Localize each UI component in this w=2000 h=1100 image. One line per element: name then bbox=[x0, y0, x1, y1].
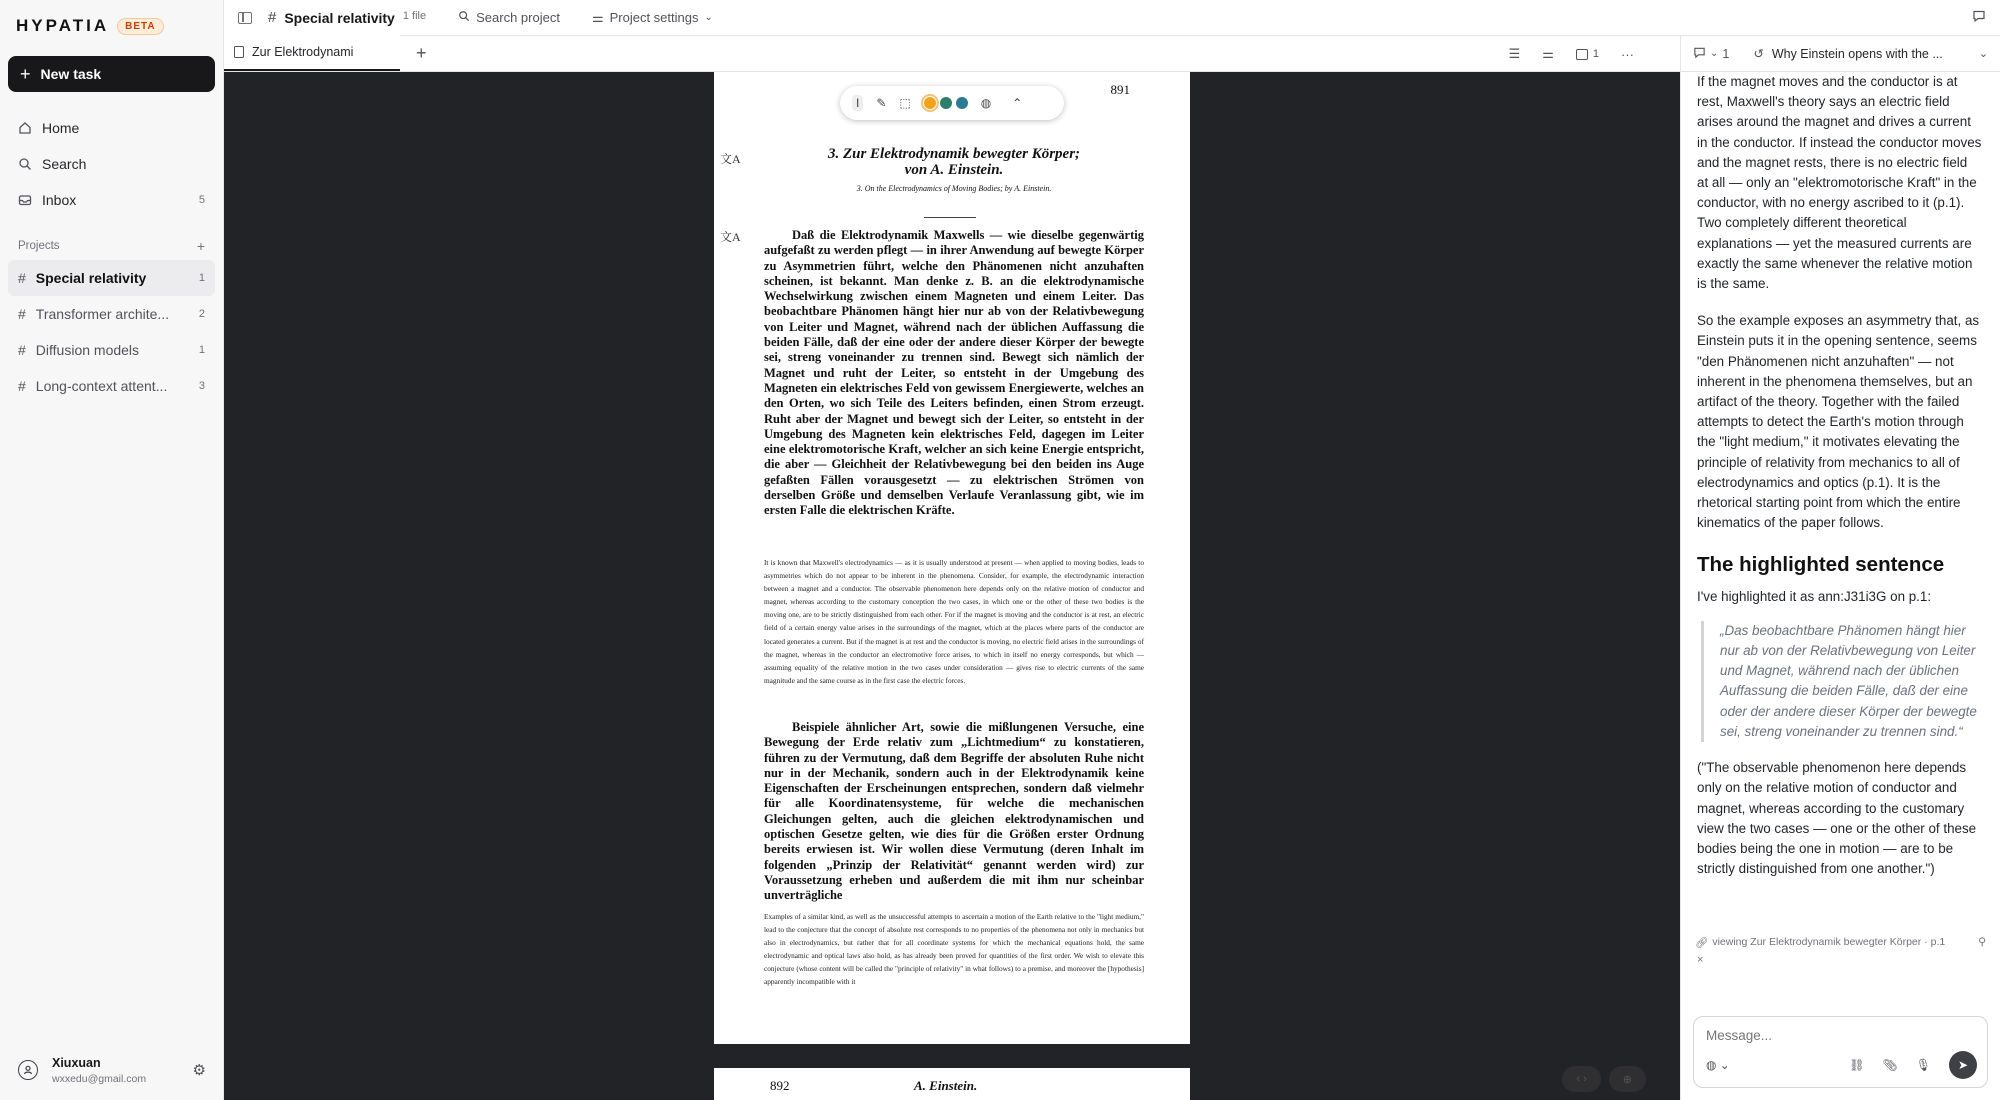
project-count: 1 bbox=[198, 344, 205, 356]
paper-subheading: 3. On the Electrodynamics of Moving Bodies; by A. Einstein. bbox=[856, 184, 1052, 193]
pdf-viewer[interactable] bbox=[224, 72, 1680, 1100]
project-title: Special relativity bbox=[284, 9, 395, 26]
link-icon: 🔗︎ bbox=[1695, 936, 1709, 949]
context-close[interactable] bbox=[1681, 954, 2000, 974]
topbar bbox=[224, 0, 2000, 36]
palette-icon[interactable]: ◍ bbox=[980, 96, 992, 110]
user-card[interactable] bbox=[0, 1040, 224, 1100]
logo-row bbox=[0, 0, 223, 52]
hash-icon: # bbox=[268, 9, 277, 26]
close-icon[interactable]: × bbox=[1697, 954, 1704, 966]
project-count: 2 bbox=[198, 308, 205, 320]
main-nav bbox=[0, 110, 223, 218]
color-swatch-blue[interactable] bbox=[956, 97, 968, 109]
add-tab-icon[interactable]: + bbox=[416, 42, 427, 63]
area-select-icon[interactable]: ⬚ bbox=[899, 96, 911, 110]
beta-badge: BETA bbox=[117, 18, 163, 35]
history-icon[interactable]: ↺ bbox=[1753, 47, 1764, 61]
search-icon bbox=[18, 157, 32, 171]
inbox-icon bbox=[18, 193, 32, 207]
home-icon bbox=[18, 121, 32, 135]
link-icon[interactable]: ⛓ bbox=[1849, 1058, 1865, 1072]
document-icon bbox=[234, 46, 244, 58]
paper-heading bbox=[774, 146, 1134, 178]
tab-bar bbox=[224, 36, 1680, 72]
content bbox=[224, 36, 2000, 1100]
chat-paragraph: I've highlighted it as ann:J31i3G on p.1: bbox=[1697, 588, 1932, 604]
more-icon[interactable]: ··· bbox=[1621, 46, 1634, 62]
context-chip bbox=[1681, 930, 2000, 954]
chevron-down-icon: ⌄ bbox=[704, 12, 713, 23]
gear-icon[interactable]: ⚙ bbox=[192, 1062, 206, 1079]
project-item[interactable] bbox=[8, 332, 215, 368]
comment-icon[interactable] bbox=[1972, 9, 1986, 26]
user-name: Xiuxuan bbox=[52, 1055, 101, 1070]
hash-icon: # bbox=[18, 306, 26, 322]
project-name: Diffusion models bbox=[35, 342, 140, 358]
chat-quote: „Das beobachtbare Phänomen hängt hier nur ab von der Relativbewegung von Leiter und Magnet, während nach der üblichen Auffassung die beiden Fälle, daß der eine oder der andere dieser Körper der bewegte sei, streng voneinander zu trennen sind.“ bbox=[1701, 621, 1982, 742]
document-toolbar bbox=[1509, 36, 1634, 72]
chat-paragraph: So the example exposes an asymmetry that, as Einstein puts it in the opening sentence, seems "den Phänomenen nicht anzuhaften" — not inherent in the phenomena themselves, but an artifact of the theory. Together with the failed attempts to detect the Earth's motion through the "light medium," it motivates elevating the principle of relativity from mechanics to all of electrodynamics and optics (p.1). It is the rhetorical starting point from which the entire kinematics of the paper follows. bbox=[1697, 313, 1980, 531]
context-label: viewing Zur Elektrodynamik bewegter Körper · p.1 bbox=[1712, 936, 1946, 948]
projects-header bbox=[0, 232, 223, 260]
color-swatch-orange[interactable] bbox=[924, 97, 936, 109]
user-info bbox=[52, 1056, 146, 1085]
page-layout-button[interactable] bbox=[1576, 48, 1599, 60]
project-name: Transformer archite... bbox=[35, 306, 170, 322]
new-task-button[interactable] bbox=[8, 56, 215, 92]
project-name: Long-context attent... bbox=[35, 378, 168, 394]
sliders-icon: ⚌ bbox=[591, 9, 604, 25]
sliders-icon[interactable]: ⚌ bbox=[1542, 46, 1554, 61]
paragraph-translation: It is known that Maxwell's electrodynamics — as it is usually understood at present — when applied to moving bodies, leads to asymmetries which do not appear to be inherent in the phenomena. Consider, for example, the electrodynamic interaction between a magnet and a conductor. The observable phenomenon here depends only on the relative motion of conductor and magnet, whereas according to the customary conception the two cases, in which one or the other of these two bodies is the moving one, are to be strictly distinguished from each other. For if the magnet is moving and the conductor is at rest, an electric field of a certain energy value arises in the surroundings of the magnet, which at the places where parts of the conductor are located generates a current. But if the magnet is at rest and the conductor is moving, no electric field arises in the surroundings of the magnet, whereas in the conductor an electromotive force arises, to which in itself no energy corresponds, but which — assuming equality of the relative motion in the two cases under consideration — gives rise to electric currents of the same magnitude and the same course as in the first case the electric forces. bbox=[764, 558, 1144, 685]
color-swatch-green[interactable] bbox=[940, 97, 952, 109]
chat-header bbox=[1681, 36, 2000, 72]
chat-title[interactable]: Why Einstein opens with the ... bbox=[1771, 46, 1943, 61]
project-settings-button[interactable] bbox=[592, 10, 713, 26]
project-name: Special relativity bbox=[35, 270, 147, 286]
microphone-icon[interactable]: 🎙︎ bbox=[1915, 1058, 1931, 1072]
add-project-icon[interactable]: + bbox=[196, 238, 205, 254]
new-task-label: New task bbox=[40, 66, 102, 82]
plus-icon: + bbox=[20, 63, 31, 84]
attach-icon[interactable]: 📎︎ bbox=[1882, 1058, 1898, 1072]
user-avatar-icon bbox=[18, 1060, 38, 1080]
heading-line-1: 3. Zur Elektrodynamik bewegter Körper; bbox=[827, 146, 1081, 162]
hash-icon: # bbox=[18, 378, 26, 394]
project-count: 1 bbox=[198, 272, 205, 284]
page-running-head: A. Einstein. bbox=[914, 1078, 978, 1093]
page-nav-control[interactable]: ‹ › bbox=[1562, 1066, 1600, 1092]
logo: HYPATIA bbox=[16, 16, 110, 35]
thread-count: 1 bbox=[1722, 46, 1730, 61]
page-icon bbox=[1576, 49, 1588, 60]
nav-item-search[interactable] bbox=[0, 146, 223, 182]
paragraph-original: Daß die Elektrodynamik Maxwells — wie dieselbe gegenwärtig aufgefaßt zu werden pflegt — in ihrer Anwendung auf bewegte Körper zu Asymmetrien führt, welche den Phänomenen nicht anzuhaften scheinen, ist bekannt. Man denke z. B. an die elektrodynamische Wechselwirkung zwischen einem Magneten und einem Leiter. Das beobachtbare Phänomen hängt hier nur ab von der Relativbewegung von Leiter und Magnet, während nach der üblichen Auffassung die beiden Fälle, daß der eine oder der andere dieser Körper der bewegte sei, streng voneinander zu trennen sind. Bewegt sich nämlich der Magnet und ruht der Leiter, so entsteht in der Umgebung des Magneten ein elektrisches Feld von gewissem Energiewerte, welches an den Orten, wo sich Teile des Leiters befinden, einen Strom erzeugt. Ruht aber der Magnet und bewegt sich der Leiter, so entsteht in der Umgebung des Magneten kein elektrisches Feld, dagegen im Leiter eine elektromotorische Kraft, welcher an sich keine Energie entspricht, die aber — Gleichheit der Relativbewegung bei den beiden ins Auge gefaßten Fällen vorausgesetzt — zu elektrischen Strömen von derselben Größe und demselben Verlaufe Veranlassung gibt, wie im ersten Falle die elektrischen Kräfte. bbox=[764, 228, 1144, 518]
message-input[interactable] bbox=[1706, 1028, 1975, 1043]
file-count: 1 file bbox=[402, 9, 427, 22]
search-project-label: Search project bbox=[476, 10, 560, 25]
divider bbox=[924, 217, 976, 218]
chat-heading: The highlighted sentence bbox=[1697, 553, 1945, 577]
projects-label: Projects bbox=[18, 240, 60, 252]
pdf-page bbox=[714, 1068, 1190, 1100]
project-settings-label: Project settings bbox=[609, 10, 699, 25]
chevron-up-icon[interactable]: ⌃ bbox=[1012, 96, 1023, 110]
chat-paragraph: If the magnet moves and the conductor is at rest, Maxwell's theory says an electric field arises around the magnet and drives a current in the conductor. If instead the conductor moves and the magnet rests, there is no electric field at all — only an "elektromotorische Kraft" in the conductor, with no energy ascribed to it (p.1). Two completely different theoretical explanations — yet the measured currents are exactly the same whenever the relative motion is the same. bbox=[1697, 74, 1982, 292]
project-item[interactable] bbox=[8, 260, 215, 296]
search-project-button[interactable] bbox=[458, 10, 560, 25]
model-selector-icon[interactable]: ◍ ⌄ bbox=[1706, 1058, 1730, 1072]
color-swatches bbox=[924, 97, 968, 109]
composer-toolbar bbox=[1706, 1051, 1977, 1079]
page-number: 892 bbox=[770, 1078, 790, 1093]
document-pane bbox=[224, 36, 1680, 1100]
tab-label: Zur Elektrodynami bbox=[252, 45, 354, 59]
hash-icon: # bbox=[18, 342, 26, 358]
chat-pane bbox=[1680, 36, 2000, 1100]
outline-icon[interactable]: ☰ bbox=[1508, 46, 1521, 61]
chevron-down-icon[interactable]: ⌄ bbox=[1710, 48, 1719, 59]
paragraph-translation: Examples of a similar kind, as well as the unsuccessful attempts to ascertain a motion of the Earth relative to the "light medium," lead to the conjecture that the concept of absolute rest corresponds to no properties of the phenomena not only in mechanics but also in electrodynamics, but rather that for all coordinate systems for which the mechanical equations hold, the same electrodynamic and optical laws also hold, as has already been proved for quantities of the first order. We wish to elevate this conjecture (whose content will be called the "principle of relativity" in what follows) to a premise, and moreover the [hypothesis] apparently incompatible with it bbox=[764, 912, 1144, 987]
translate-icon[interactable]: 文A bbox=[720, 230, 741, 244]
paragraph-original: Beispiele ähnlicher Art, sowie die mißlungenen Versuche, eine Bewegung der Erde relativ zum „Lichtmedium“ zu konstatieren, führen zu der Vermutung, daß dem Begriffe der absoluten Ruhe nicht nur in der Mechanik, sondern auch in der Elektrodynamik keine Eigenschaften der Erscheinungen entsprechen, sondern daß vielmehr für alle Koordinatensysteme, für welche die mechanischen Gleichungen gelten, auch die gleichen elektrodynamischen und optischen Gesetze gelten, wie dies für die Größen erster Ordnung bereits erwiesen ist. Wir wollen diese Vermutung (deren Inhalt im folgenden „Prinzip der Relativität“ genannt werden wird) zur Voraussetzung erheben und außerdem die mit ihm nur scheinbar unverträgliche bbox=[764, 720, 1144, 903]
hash-icon: # bbox=[18, 270, 26, 286]
text-cursor-icon[interactable]: I bbox=[852, 95, 863, 111]
project-item[interactable] bbox=[8, 368, 215, 404]
translate-icon[interactable]: 文A bbox=[720, 152, 741, 166]
highlighter-icon[interactable]: ✎ bbox=[876, 96, 887, 110]
page-number: 891 bbox=[1110, 82, 1130, 97]
nav-label: Home bbox=[42, 120, 80, 136]
pin-icon[interactable]: ⚲ bbox=[1978, 936, 1986, 948]
message-composer bbox=[1693, 1016, 1988, 1088]
zoom-controls bbox=[1562, 1066, 1646, 1092]
search-icon bbox=[458, 10, 470, 25]
heading-line-2: von A. Einstein. bbox=[904, 162, 1004, 178]
nav-item-inbox[interactable] bbox=[0, 182, 223, 218]
page-indicator: 1 bbox=[1592, 48, 1599, 60]
chevron-down-icon[interactable]: ⌄ bbox=[1978, 48, 1988, 60]
nav-label: Inbox bbox=[42, 192, 77, 208]
toggle-sidebar-icon[interactable] bbox=[238, 12, 252, 24]
user-email: wxxedu@gmail.com bbox=[52, 1072, 147, 1085]
comment-icon[interactable] bbox=[1693, 46, 1706, 62]
project-item[interactable] bbox=[8, 296, 215, 332]
nav-item-home[interactable] bbox=[0, 110, 223, 146]
pdf-page bbox=[714, 72, 1190, 1044]
project-count: 3 bbox=[198, 380, 205, 392]
annotation-toolbar bbox=[840, 86, 1064, 120]
tab-document[interactable] bbox=[224, 35, 400, 71]
send-button[interactable]: ➤ bbox=[1949, 1051, 1977, 1079]
inbox-count: 5 bbox=[198, 194, 205, 206]
chat-messages[interactable] bbox=[1681, 72, 2000, 930]
chat-paragraph: ("The observable phenomenon here depends only on the relative motion of conductor and magnet, whereas according to the customary view the two cases — one or the other of these bodies being the one in motion — are to be strictly distinguished from one another.") bbox=[1697, 760, 1977, 877]
zoom-control[interactable]: ⊕ bbox=[1609, 1066, 1646, 1092]
nav-label: Search bbox=[42, 156, 87, 172]
main-area bbox=[224, 0, 2000, 1100]
sidebar bbox=[0, 0, 224, 1100]
